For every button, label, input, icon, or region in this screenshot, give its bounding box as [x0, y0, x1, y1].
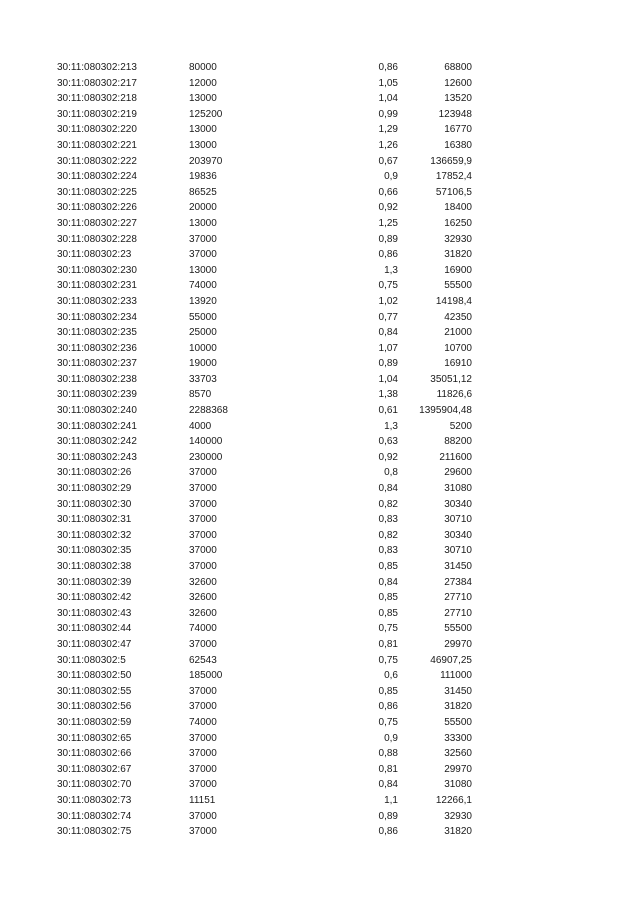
area-cell: 8570 — [189, 389, 212, 401]
table-row — [0, 684, 640, 700]
coefficient-cell: 0,75 — [378, 280, 398, 292]
area-cell: 19000 — [189, 358, 217, 370]
area-cell: 13920 — [189, 295, 217, 307]
coefficient-cell: 1,25 — [378, 217, 398, 229]
coefficient-cell: 0,61 — [378, 405, 398, 417]
table-row — [0, 387, 640, 403]
area-cell: 37000 — [189, 748, 217, 760]
cadastral-number-cell: 30:11:080302:35 — [57, 545, 132, 557]
cadastral-number-cell: 30:11:080302:50 — [57, 670, 132, 682]
area-cell: 13000 — [189, 124, 217, 136]
coefficient-cell: 0,82 — [378, 529, 398, 541]
table-row — [0, 200, 640, 216]
value-cell: 55500 — [444, 716, 472, 728]
table-row — [0, 76, 640, 92]
value-cell: 123948 — [438, 108, 472, 120]
area-cell: 74000 — [189, 716, 217, 728]
table-row — [0, 590, 640, 606]
cadastral-number-cell: 30:11:080302:240 — [57, 405, 137, 417]
coefficient-cell: 0,9 — [384, 171, 398, 183]
cadastral-number-cell: 30:11:080302:59 — [57, 716, 132, 728]
table-row — [0, 263, 640, 279]
value-cell: 14198,4 — [435, 295, 472, 307]
table-row — [0, 310, 640, 326]
cadastral-number-cell: 30:11:080302:226 — [57, 202, 137, 214]
coefficient-cell: 1,07 — [378, 342, 398, 354]
value-cell: 16910 — [444, 358, 472, 370]
area-cell: 80000 — [189, 62, 217, 73]
value-cell: 30710 — [444, 545, 472, 557]
coefficient-cell: 0,84 — [378, 327, 398, 339]
coefficient-cell: 0,84 — [378, 779, 398, 791]
coefficient-cell: 1,3 — [384, 420, 398, 432]
table-row — [0, 341, 640, 357]
value-cell: 88200 — [444, 436, 472, 448]
cadastral-number-cell: 30:11:080302:224 — [57, 171, 137, 183]
table-row — [0, 216, 640, 232]
area-cell: 37000 — [189, 732, 217, 744]
coefficient-cell: 0,85 — [378, 607, 398, 619]
area-cell: 37000 — [189, 545, 217, 557]
value-cell: 21000 — [444, 327, 472, 339]
coefficient-cell: 1,29 — [378, 124, 398, 136]
area-cell: 4000 — [189, 420, 212, 432]
value-cell: 29970 — [444, 638, 472, 650]
value-cell: 29970 — [444, 763, 472, 775]
area-cell: 37000 — [189, 810, 217, 822]
coefficient-cell: 0,84 — [378, 576, 398, 588]
coefficient-cell: 0,92 — [378, 451, 398, 463]
coefficient-cell: 1,38 — [378, 389, 398, 401]
table-row — [0, 356, 640, 372]
area-cell: 125200 — [189, 108, 223, 120]
value-cell: 30710 — [444, 514, 472, 526]
value-cell: 11826,6 — [436, 389, 472, 401]
coefficient-cell: 0,75 — [378, 716, 398, 728]
value-cell: 31450 — [444, 561, 472, 572]
table-row — [0, 762, 640, 778]
table-row — [0, 746, 640, 762]
cadastral-number-cell: 30:11:080302:43 — [57, 607, 132, 619]
cadastral-number-cell: 30:11:080302:29 — [57, 483, 132, 495]
cadastral-number-cell: 30:11:080302:55 — [57, 685, 132, 697]
value-cell: 57106,5 — [435, 186, 472, 198]
data-table — [0, 60, 640, 840]
value-cell: 16380 — [444, 139, 472, 151]
table-row — [0, 169, 640, 185]
area-cell: 37000 — [189, 826, 217, 838]
table-row — [0, 107, 640, 123]
table-row — [0, 793, 640, 809]
table-row — [0, 138, 640, 154]
coefficient-cell: 0,86 — [378, 701, 398, 713]
value-cell: 31450 — [444, 685, 472, 697]
area-cell: 37000 — [189, 561, 217, 572]
coefficient-cell: 0,67 — [378, 155, 398, 167]
area-cell: 13000 — [189, 93, 217, 105]
coefficient-cell: 0,83 — [378, 545, 398, 557]
table-row — [0, 653, 640, 669]
value-cell: 27710 — [444, 592, 472, 604]
value-cell: 55500 — [444, 280, 472, 292]
cadastral-number-cell: 30:11:080302:65 — [57, 732, 132, 744]
cadastral-number-cell: 30:11:080302:219 — [57, 108, 137, 120]
area-cell: 140000 — [189, 436, 223, 448]
value-cell: 27384 — [444, 576, 472, 588]
table-row — [0, 372, 640, 388]
coefficient-cell: 0,63 — [378, 436, 398, 448]
area-cell: 230000 — [189, 451, 223, 463]
cadastral-number-cell: 30:11:080302:39 — [57, 576, 132, 588]
table-row — [0, 637, 640, 653]
coefficient-cell: 0,85 — [378, 685, 398, 697]
area-cell: 37000 — [189, 638, 217, 650]
table-row — [0, 512, 640, 528]
area-cell: 13000 — [189, 139, 217, 151]
area-cell: 37000 — [189, 685, 217, 697]
area-cell: 32600 — [189, 592, 217, 604]
table-row — [0, 575, 640, 591]
value-cell: 10700 — [444, 342, 472, 354]
cadastral-number-cell: 30:11:080302:75 — [57, 826, 132, 838]
value-cell: 16900 — [444, 264, 472, 276]
table-row — [0, 403, 640, 419]
table-row — [0, 122, 640, 138]
table-row — [0, 777, 640, 793]
value-cell: 32930 — [444, 810, 472, 822]
value-cell: 68800 — [444, 62, 472, 73]
table-row — [0, 668, 640, 684]
area-cell: 2288368 — [189, 405, 228, 417]
area-cell: 37000 — [189, 514, 217, 526]
coefficient-cell: 0,6 — [384, 670, 398, 682]
cadastral-number-cell: 30:11:080302:238 — [57, 373, 137, 385]
cadastral-number-cell: 30:11:080302:241 — [57, 420, 137, 432]
area-cell: 37000 — [189, 249, 217, 261]
cadastral-number-cell: 30:11:080302:32 — [57, 529, 132, 541]
coefficient-cell: 0,81 — [378, 638, 398, 650]
table-row — [0, 715, 640, 731]
coefficient-cell: 0,66 — [378, 186, 398, 198]
coefficient-cell: 0,77 — [378, 311, 398, 323]
area-cell: 185000 — [189, 670, 223, 682]
value-cell: 33300 — [444, 732, 472, 744]
area-cell: 32600 — [189, 607, 217, 619]
cadastral-number-cell: 30:11:080302:74 — [57, 810, 132, 822]
coefficient-cell: 1,26 — [378, 139, 398, 151]
table-row — [0, 232, 640, 248]
cadastral-number-cell: 30:11:080302:213 — [57, 62, 137, 73]
area-cell: 37000 — [189, 498, 217, 510]
area-cell: 203970 — [189, 155, 223, 167]
table-row — [0, 91, 640, 107]
area-cell: 11151 — [189, 794, 216, 806]
value-cell: 13520 — [444, 93, 472, 105]
cadastral-number-cell: 30:11:080302:225 — [57, 186, 137, 198]
coefficient-cell: 1,3 — [384, 264, 398, 276]
area-cell: 37000 — [189, 529, 217, 541]
area-cell: 33703 — [189, 373, 217, 385]
table-row — [0, 60, 640, 76]
value-cell: 35051,12 — [430, 373, 472, 385]
coefficient-cell: 0,99 — [378, 108, 398, 120]
area-cell: 74000 — [189, 280, 217, 292]
table-row — [0, 824, 640, 840]
value-cell: 31080 — [444, 483, 472, 495]
area-cell: 37000 — [189, 233, 217, 245]
coefficient-cell: 0,81 — [378, 763, 398, 775]
table-row — [0, 434, 640, 450]
cadastral-number-cell: 30:11:080302:233 — [57, 295, 137, 307]
coefficient-cell: 0,75 — [378, 654, 398, 666]
table-row — [0, 731, 640, 747]
value-cell: 211600 — [439, 451, 472, 463]
coefficient-cell: 0,75 — [378, 623, 398, 635]
table-row — [0, 543, 640, 559]
table-row — [0, 185, 640, 201]
coefficient-cell: 0,92 — [378, 202, 398, 214]
cadastral-number-cell: 30:11:080302:220 — [57, 124, 137, 136]
area-cell: 62543 — [189, 654, 217, 666]
cadastral-number-cell: 30:11:080302:42 — [57, 592, 132, 604]
cadastral-number-cell: 30:11:080302:221 — [57, 139, 137, 151]
value-cell: 31080 — [444, 779, 472, 791]
coefficient-cell: 0,86 — [378, 249, 398, 261]
value-cell: 111000 — [440, 670, 472, 682]
value-cell: 5200 — [449, 420, 472, 432]
table-row — [0, 294, 640, 310]
cadastral-number-cell: 30:11:080302:231 — [57, 280, 137, 292]
value-cell: 12600 — [444, 77, 472, 89]
coefficient-cell: 0,85 — [378, 592, 398, 604]
cadastral-number-cell: 30:11:080302:239 — [57, 389, 137, 401]
table-row — [0, 809, 640, 825]
coefficient-cell: 0,83 — [378, 514, 398, 526]
table-row — [0, 559, 640, 575]
coefficient-cell: 1,04 — [378, 93, 398, 105]
table-row — [0, 481, 640, 497]
cadastral-number-cell: 30:11:080302:242 — [57, 436, 137, 448]
table-row — [0, 465, 640, 481]
table-row — [0, 528, 640, 544]
coefficient-cell: 0,85 — [378, 561, 398, 572]
cadastral-number-cell: 30:11:080302:44 — [57, 623, 132, 635]
cadastral-number-cell: 30:11:080302:243 — [57, 451, 137, 463]
coefficient-cell: 0,84 — [378, 483, 398, 495]
area-cell: 20000 — [189, 202, 217, 214]
value-cell: 136659,9 — [430, 155, 472, 167]
area-cell: 55000 — [189, 311, 217, 323]
table-row — [0, 278, 640, 294]
cadastral-number-cell: 30:11:080302:217 — [57, 77, 137, 89]
coefficient-cell: 1,1 — [384, 794, 398, 806]
cadastral-number-cell: 30:11:080302:56 — [57, 701, 132, 713]
area-cell: 10000 — [189, 342, 217, 354]
coefficient-cell: 1,02 — [378, 295, 398, 307]
table-row — [0, 419, 640, 435]
value-cell: 16770 — [444, 124, 472, 136]
value-cell: 12266,1 — [435, 794, 472, 806]
value-cell: 46907,25 — [430, 654, 472, 666]
cadastral-number-cell: 30:11:080302:73 — [57, 794, 132, 806]
cadastral-number-cell: 30:11:080302:234 — [57, 311, 137, 323]
area-cell: 37000 — [189, 467, 217, 479]
cadastral-number-cell: 30:11:080302:228 — [57, 233, 137, 245]
area-cell: 13000 — [189, 217, 217, 229]
cadastral-number-cell: 30:11:080302:26 — [57, 467, 132, 479]
cadastral-number-cell: 30:11:080302:70 — [57, 779, 132, 791]
cadastral-number-cell: 30:11:080302:31 — [57, 514, 132, 526]
coefficient-cell: 0,9 — [384, 732, 398, 744]
table-row — [0, 247, 640, 263]
table-row — [0, 154, 640, 170]
coefficient-cell: 0,86 — [378, 62, 398, 73]
coefficient-cell: 0,82 — [378, 498, 398, 510]
table-row — [0, 606, 640, 622]
cadastral-number-cell: 30:11:080302:38 — [57, 561, 132, 572]
coefficient-cell: 0,89 — [378, 810, 398, 822]
value-cell: 27710 — [444, 607, 472, 619]
cadastral-number-cell: 30:11:080302:47 — [57, 638, 132, 650]
coefficient-cell: 0,88 — [378, 748, 398, 760]
value-cell: 31820 — [444, 701, 472, 713]
cadastral-number-cell: 30:11:080302:218 — [57, 93, 137, 105]
table-row — [0, 621, 640, 637]
area-cell: 12000 — [189, 77, 217, 89]
value-cell: 30340 — [444, 529, 472, 541]
coefficient-cell: 0,86 — [378, 826, 398, 838]
area-cell: 13000 — [189, 264, 217, 276]
area-cell: 32600 — [189, 576, 217, 588]
value-cell: 42350 — [444, 311, 472, 323]
value-cell: 29600 — [444, 467, 472, 479]
value-cell: 1395904,48 — [419, 405, 472, 417]
coefficient-cell: 0,89 — [378, 233, 398, 245]
cadastral-number-cell: 30:11:080302:66 — [57, 748, 132, 760]
value-cell: 32930 — [444, 233, 472, 245]
coefficient-cell: 0,8 — [384, 467, 398, 479]
table-row — [0, 699, 640, 715]
area-cell: 74000 — [189, 623, 217, 635]
cadastral-number-cell: 30:11:080302:67 — [57, 763, 132, 775]
value-cell: 18400 — [444, 202, 472, 214]
value-cell: 16250 — [444, 217, 472, 229]
area-cell: 37000 — [189, 483, 217, 495]
cadastral-number-cell: 30:11:080302:236 — [57, 342, 137, 354]
cadastral-number-cell: 30:11:080302:227 — [57, 217, 137, 229]
value-cell: 31820 — [444, 826, 472, 838]
table-row — [0, 450, 640, 466]
value-cell: 31820 — [444, 249, 472, 261]
area-cell: 37000 — [189, 701, 217, 713]
coefficient-cell: 1,05 — [378, 77, 398, 89]
area-cell: 37000 — [189, 779, 217, 791]
value-cell: 30340 — [444, 498, 472, 510]
value-cell: 17852,4 — [435, 171, 472, 183]
cadastral-number-cell: 30:11:080302:23 — [57, 249, 132, 261]
cadastral-number-cell: 30:11:080302:235 — [57, 327, 137, 339]
value-cell: 32560 — [444, 748, 472, 760]
table-row — [0, 497, 640, 513]
area-cell: 86525 — [189, 186, 217, 198]
cadastral-number-cell: 30:11:080302:5 — [57, 654, 126, 666]
cadastral-number-cell: 30:11:080302:230 — [57, 264, 137, 276]
table-row — [0, 325, 640, 341]
area-cell: 25000 — [189, 327, 217, 339]
area-cell: 19836 — [189, 171, 217, 183]
cadastral-number-cell: 30:11:080302:237 — [57, 358, 137, 370]
coefficient-cell: 1,04 — [378, 373, 398, 385]
value-cell: 55500 — [444, 623, 472, 635]
cadastral-number-cell: 30:11:080302:222 — [57, 155, 137, 167]
cadastral-number-cell: 30:11:080302:30 — [57, 498, 132, 510]
coefficient-cell: 0,89 — [378, 358, 398, 370]
area-cell: 37000 — [189, 763, 217, 775]
